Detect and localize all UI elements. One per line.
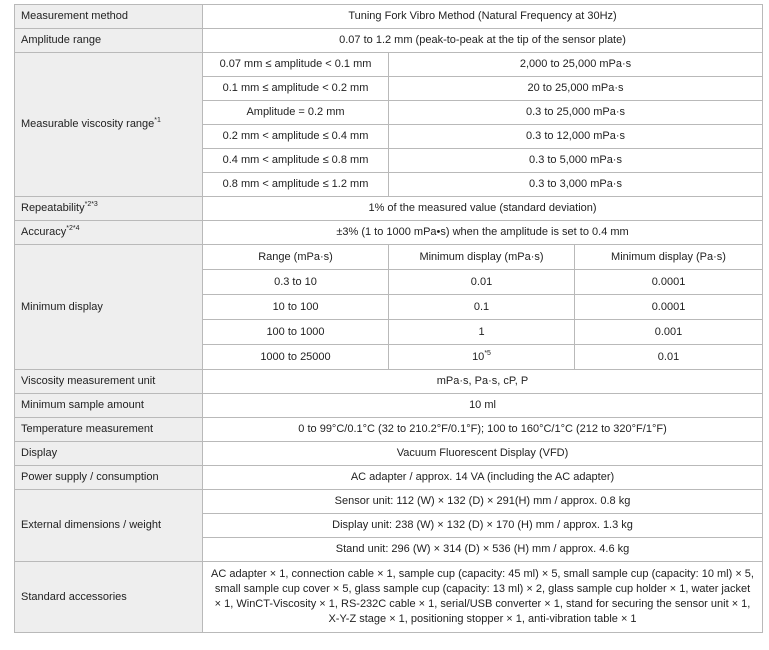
row-temperature bbox=[15, 418, 763, 442]
footnote-ref: *2*3 bbox=[84, 201, 98, 208]
row-accessories bbox=[15, 562, 763, 633]
repeatability-value: 1% of the measured value (standard deviation) bbox=[203, 197, 763, 221]
min-display-mpas-value: 1 bbox=[478, 325, 485, 338]
min-display-range: 10 to 100 bbox=[203, 295, 389, 320]
viscosity-range-header bbox=[15, 53, 203, 197]
row-viscosity-unit bbox=[15, 370, 763, 394]
power-value: AC adapter / approx. 14 VA (including the AC adapter) bbox=[203, 466, 763, 490]
viscosity-amplitude-cell: 0.8 mm < amplitude ≤ 1.2 mm bbox=[203, 173, 389, 197]
repeatability-header bbox=[15, 197, 203, 221]
min-display-mpas bbox=[389, 345, 575, 370]
viscosity-amplitude-cell: 0.4 mm < amplitude ≤ 0.8 mm bbox=[203, 149, 389, 173]
minimum-display-label: Minimum display bbox=[15, 245, 203, 370]
temperature-value: 0 to 99°C/0.1°C (32 to 210.2°F/0.1°F); 100 to 160°C/1°C (212 to 320°F/1°F) bbox=[203, 418, 763, 442]
viscosity-range-cell: 0.3 to 3,000 mPa·s bbox=[389, 173, 763, 197]
viscosity-amplitude-cell: 0.07 mm ≤ amplitude < 0.1 mm bbox=[203, 53, 389, 77]
viscosity-range-cell: 2,000 to 25,000 mPa·s bbox=[389, 53, 763, 77]
viscosity-unit-value: mPa·s, Pa·s, cP, P bbox=[203, 370, 763, 394]
row-measurement-method bbox=[15, 5, 763, 29]
dimensions-value: Stand unit: 296 (W) × 314 (D) × 536 (H) mm / approx. 4.6 kg bbox=[203, 538, 763, 562]
accuracy-label: Accuracy bbox=[21, 226, 67, 238]
dimensions-label: External dimensions / weight bbox=[15, 490, 203, 562]
repeatability-label: Repeatability bbox=[21, 202, 85, 214]
viscosity-range-cell: 0.3 to 5,000 mPa·s bbox=[389, 149, 763, 173]
min-display-range: 0.3 to 10 bbox=[203, 270, 389, 295]
spec-table bbox=[14, 4, 763, 633]
dimensions-row bbox=[15, 490, 763, 514]
accessories-label: Standard accessories bbox=[15, 562, 203, 633]
row-power bbox=[15, 466, 763, 490]
min-display-col-header: Minimum display (Pa·s) bbox=[575, 245, 763, 270]
min-display-col-header: Minimum display (mPa·s) bbox=[389, 245, 575, 270]
footnote-ref: *2*4 bbox=[66, 225, 80, 232]
display-label: Display bbox=[15, 442, 203, 466]
power-label: Power supply / consumption bbox=[15, 466, 203, 490]
accuracy-value: ±3% (1 to 1000 mPa•s) when the amplitude is set to 0.4 mm bbox=[203, 221, 763, 245]
dimensions-value: Sensor unit: 112 (W) × 132 (D) × 291(H) mm / approx. 0.8 kg bbox=[203, 490, 763, 514]
amplitude-range-value: 0.07 to 1.2 mm (peak-to-peak at the tip of the sensor plate) bbox=[203, 29, 763, 53]
row-display bbox=[15, 442, 763, 466]
measurement-method-value: Tuning Fork Vibro Method (Natural Frequency at 30Hz) bbox=[203, 5, 763, 29]
accuracy-header bbox=[15, 221, 203, 245]
min-display-mpas bbox=[389, 320, 575, 345]
viscosity-range-label: Measurable viscosity range bbox=[21, 118, 155, 130]
row-repeatability bbox=[15, 197, 763, 221]
viscosity-range-row bbox=[15, 53, 763, 77]
row-accuracy bbox=[15, 221, 763, 245]
min-display-pas: 0.001 bbox=[575, 320, 763, 345]
measurement-method-label: Measurement method bbox=[15, 5, 203, 29]
min-display-mpas bbox=[389, 295, 575, 320]
min-display-pas: 0.0001 bbox=[575, 270, 763, 295]
min-display-mpas bbox=[389, 270, 575, 295]
viscosity-range-cell: 0.3 to 25,000 mPa·s bbox=[389, 101, 763, 125]
min-display-mpas-value: 0.01 bbox=[470, 275, 493, 288]
min-display-mpas-value: 10 bbox=[472, 350, 485, 363]
min-sample-value: 10 ml bbox=[203, 394, 763, 418]
min-display-range: 100 to 1000 bbox=[203, 320, 389, 345]
viscosity-range-cell: 0.3 to 12,000 mPa·s bbox=[389, 125, 763, 149]
viscosity-amplitude-cell: Amplitude = 0.2 mm bbox=[203, 101, 389, 125]
min-sample-label: Minimum sample amount bbox=[15, 394, 203, 418]
row-min-sample bbox=[15, 394, 763, 418]
temperature-label: Temperature measurement bbox=[15, 418, 203, 442]
footnote-ref: *1 bbox=[154, 117, 161, 124]
min-display-pas: 0.01 bbox=[575, 345, 763, 370]
min-display-col-header: Range (mPa·s) bbox=[203, 245, 389, 270]
display-value: Vacuum Fluorescent Display (VFD) bbox=[203, 442, 763, 466]
viscosity-amplitude-cell: 0.1 mm ≤ amplitude < 0.2 mm bbox=[203, 77, 389, 101]
min-display-range: 1000 to 25000 bbox=[203, 345, 389, 370]
min-display-header-row bbox=[15, 245, 763, 270]
accessories-value: AC adapter × 1, connection cable × 1, sample cup (capacity: 45 ml) × 5, small sample cup (capacity: 10 ml) × 5, small sample cup cover × 5, glass sample cup (capacity: 13 ml) × 2, glass sample cup holder × 1, water jacket × 1, WinCT-Viscosity × 1, RS-232C cable × 1, serial/USB converter × 1, stand for securing the sensor unit × 1, X-Y-Z stage × 1, positioning stopper × 1, anti-vibration table × 1 bbox=[203, 562, 763, 633]
amplitude-range-label: Amplitude range bbox=[15, 29, 203, 53]
dimensions-value: Display unit: 238 (W) × 132 (D) × 170 (H) mm / approx. 1.3 kg bbox=[203, 514, 763, 538]
row-amplitude-range bbox=[15, 29, 763, 53]
min-display-mpas-value: 0.1 bbox=[473, 300, 490, 313]
min-display-pas: 0.0001 bbox=[575, 295, 763, 320]
viscosity-range-cell: 20 to 25,000 mPa·s bbox=[389, 77, 763, 101]
viscosity-unit-label: Viscosity measurement unit bbox=[15, 370, 203, 394]
viscosity-amplitude-cell: 0.2 mm < amplitude ≤ 0.4 mm bbox=[203, 125, 389, 149]
footnote-ref: *5 bbox=[484, 349, 491, 357]
